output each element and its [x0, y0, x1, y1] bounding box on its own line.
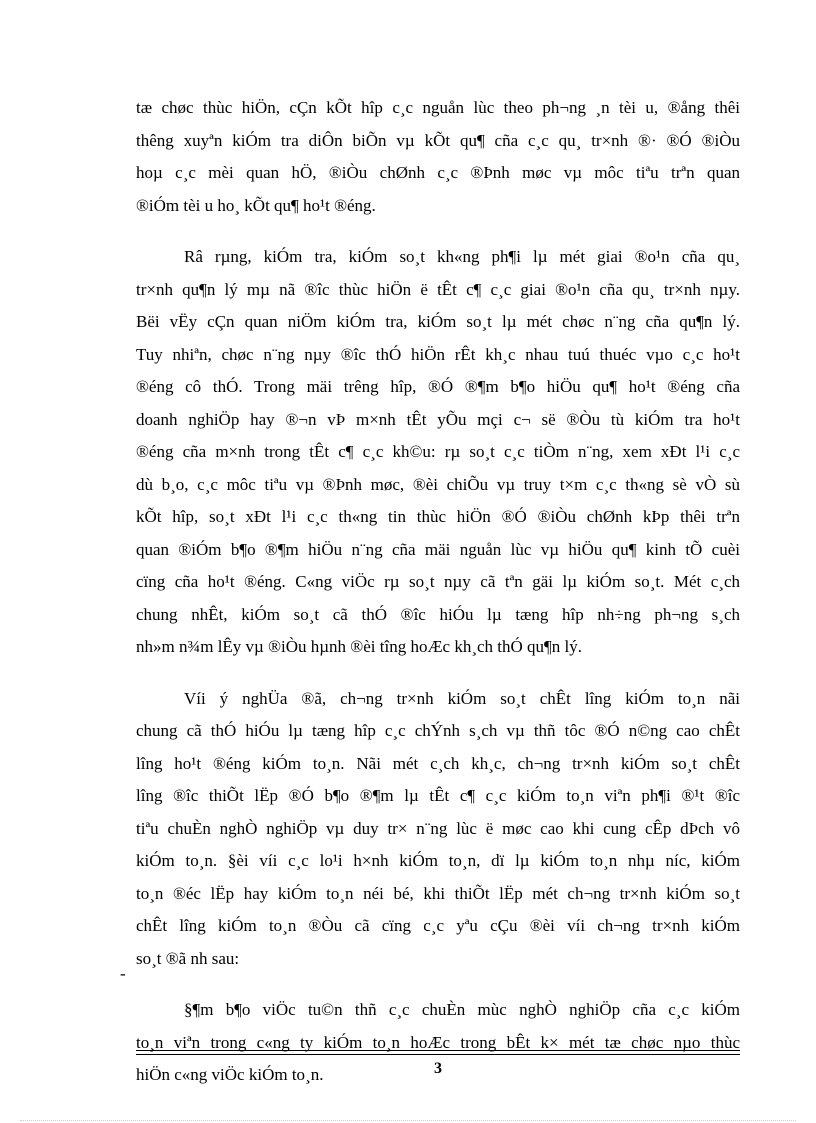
footer-rule	[136, 1050, 740, 1051]
text-line: lîng ®îc thiÕt lËp ®Ó b¶o ®¶m lµ tÊt c¶ c¸c kiÓm to¸n viªn ph¶i ®¹t ®îc	[136, 786, 740, 805]
text-line: hiÖn c«ng viÖc kiÓm to¸n.	[136, 1065, 324, 1084]
paragraph-3	[136, 683, 740, 976]
text-line: tæ chøc thùc hiÖn, cÇn kÕt hîp c¸c nguån lùc theo ph¬ng ¸n tèi u, ®ång thêi	[136, 98, 740, 117]
text-line: to¸n viªn trong c«ng ty kiÓm to¸n hoÆc trong bÊt k× mét tæ chøc nµo thùc	[136, 1032, 740, 1052]
text-line: quan ®iÓm b¶o ®¶m hiÖu n¨ng cña mäi nguån lùc vµ hiÖu qu¶ kinh tÕ cuèi	[136, 539, 740, 559]
text-line: dù b¸o, c¸c môc tiªu vµ ®Þnh møc, ®èi chiÕu vµ truy t×m c¸c th«ng sè vÒ sù	[136, 474, 740, 494]
text-line: chÊt lîng kiÓm to¸n ®Òu cã cïng c¸c yªu cÇu ®èi víi ch¬ng tr×nh kiÓm	[136, 916, 740, 935]
text-line: doanh nghiÖp hay ®¬n vÞ m×nh tÊt yÕu mçi c¬ së ®Òu tù kiÓm tra ho¹t	[136, 409, 740, 429]
bullet-marker: -	[120, 964, 126, 983]
footer-rule-thin	[136, 1054, 740, 1055]
text-line: cïng cña ho¹t ®éng. C«ng viÖc rµ so¸t nµy cã tªn gäi lµ kiÓm so¸t. Mét c¸ch	[136, 572, 740, 591]
text-line: ®éng cña m×nh trong tÊt c¶ c¸c kh©u: rµ so¸t c¸c tiÒm n¨ng, xem xÐt l¹i c¸c	[136, 442, 740, 461]
text-line: Tuy nhiªn, chøc n¨ng nµy ®îc thÓ hiÖn rÊt kh¸c nhau tuú thuéc vµo c¸c ho¹t	[136, 344, 740, 364]
text-line: ®éng cô thÓ. Trong mäi trêng hîp, ®Ó ®¶m b¶o hiÖu qu¶ ho¹t ®éng cña	[136, 377, 740, 396]
body-text	[136, 92, 740, 1092]
text-line: §¶m b¶o viÖc tu©n thñ c¸c chuÈn mùc nghÒ nghiÖp cña c¸c kiÓm	[184, 1000, 740, 1019]
text-line: ®iÓm tèi u ho¸ kÕt qu¶ ho¹t ®éng.	[136, 195, 376, 215]
text-line: hoµ c¸c mèi quan hÖ, ®iÒu chØnh c¸c ®Þnh møc vµ môc tiªu trªn quan	[136, 163, 740, 182]
text-line: chung cã thÓ hiÓu lµ tæng hîp c¸c chÝnh s¸ch vµ thñ tôc ®Ó n©ng cao chÊt	[136, 721, 740, 740]
text-line: so¸t ®ã nh sau:	[136, 948, 240, 968]
text-line: thêng xuyªn kiÓm tra diÔn biÕn vµ kÕt qu¶ cña c¸c qu¸ tr×nh ®· ®Ó ®iÒu	[136, 130, 740, 150]
text-line: kÕt hîp, so¸t xÐt l¹i c¸c th«ng tin thùc hiÖn ®Ó ®iÒu chØnh kÞp thêi trªn	[136, 507, 740, 526]
text-line: kiÓm to¸n. §èi víi c¸c lo¹i h×nh kiÓm to¸n, dï lµ kiÓm to¸n nhµ níc, kiÓm	[136, 851, 740, 870]
text-line: lîng ho¹t ®éng kiÓm to¸n. Nãi mét c¸ch kh¸c, ch¬ng tr×nh kiÓm so¸t chÊt	[136, 753, 740, 773]
text-line: to¸n ®éc lËp hay kiÓm to¸n néi bé, khi thiÕt lËp mét ch¬ng tr×nh kiÓm so¸t	[136, 883, 740, 903]
paragraph-2	[136, 241, 740, 664]
text-line: chung nhÊt, kiÓm so¸t cã thÓ ®îc hiÓu lµ tæng hîp nh÷ng ph¬ng s¸ch	[136, 604, 740, 624]
text-line: Víi ý nghÜa ®ã, ch¬ng tr×nh kiÓm so¸t chÊt lîng kiÓm to¸n nãi	[184, 688, 740, 708]
text-line: Bëi vËy cÇn quan niÖm kiÓm tra, kiÓm so¸t lµ mét chøc n¨ng cña qu¶n lý.	[136, 312, 740, 331]
page-edge-divider	[20, 1120, 796, 1121]
text-line: Râ rµng, kiÓm tra, kiÓm so¸t kh«ng ph¶i lµ mét giai ®o¹n cña qu¸	[184, 247, 740, 266]
text-line: nh»m n¾m lÊy vµ ®iÒu hµnh ®èi tîng hoÆc kh¸ch thÓ qu¶n lý.	[136, 637, 582, 656]
page-number: 3	[434, 1060, 442, 1077]
paragraph-1	[136, 92, 740, 222]
text-line: tiªu chuÈn nghÒ nghiÖp vµ duy tr× n¨ng lùc ë møc cao khi cung cÊp dÞch vô	[136, 818, 740, 838]
text-line: tr×nh qu¶n lý mµ nã ®îc thùc hiÖn ë tÊt c¶ c¸c giai ®o¹n cña qu¸ tr×nh nµy.	[136, 279, 740, 299]
